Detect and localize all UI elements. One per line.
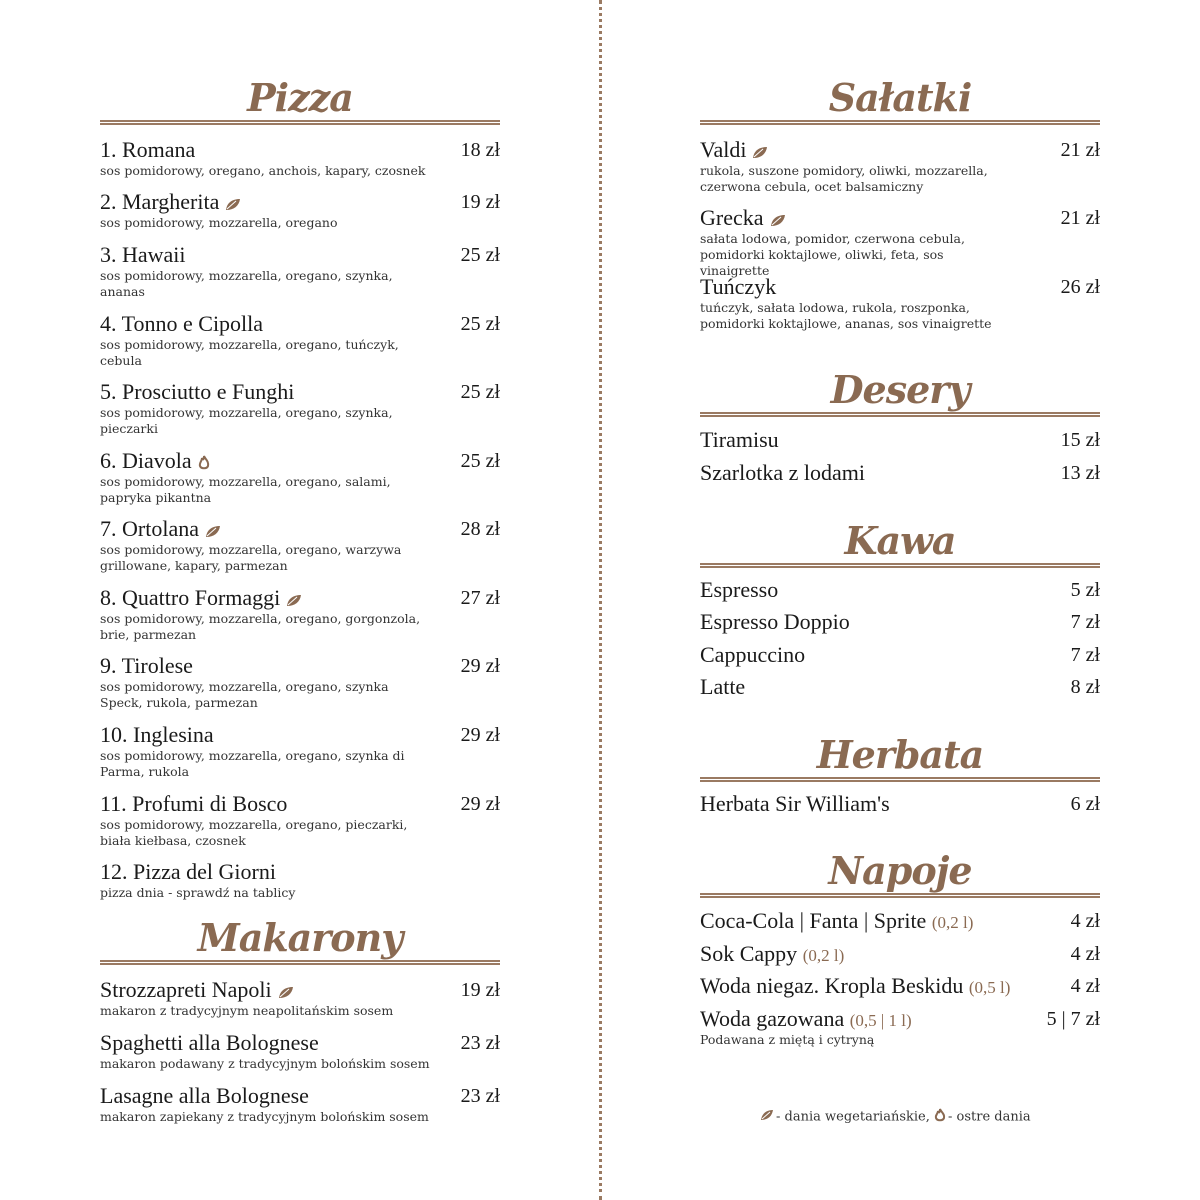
menu-item (700, 610, 1100, 634)
menu-item-name-text: 5. Prosciutto e Funghi (100, 379, 295, 404)
menu-item-price: 27 zł (460, 587, 500, 609)
column-divider (599, 0, 602, 1200)
menu-item-name (700, 428, 779, 452)
menu-item-name-text: 3. Hawaii (100, 242, 186, 267)
section-herbata (700, 732, 1100, 782)
menu-item-name-text: Spaghetti alla Bolognese (100, 1030, 319, 1055)
menu-item (700, 792, 1100, 816)
menu-item-price: 15 zł (1060, 429, 1100, 451)
menu-item-name-text: Tiramisu (700, 427, 779, 452)
menu-item-price: 4 zł (1070, 975, 1100, 997)
leaf-icon (278, 980, 294, 1004)
menu-item-description: sos pomidorowy, mozzarella, oregano, szynka di Parma, rukola (100, 748, 405, 779)
menu-item-price: 6 zł (1070, 793, 1100, 815)
menu-item-description: sos pomidorowy, mozzarella, oregano, tuńczyk, cebula (100, 337, 399, 368)
menu-item (100, 190, 500, 231)
menu-item-description: sos pomidorowy, oregano, anchois, kapary, czosnek (100, 163, 426, 178)
menu-item-name (100, 978, 294, 1004)
menu-item-name-text: Strozzapreti Napoli (100, 977, 272, 1002)
menu-item (100, 586, 500, 643)
menu-item-name (100, 517, 221, 543)
menu-item-row (700, 428, 1100, 452)
menu-item-price: 29 zł (460, 793, 500, 815)
menu-item-price: 8 zł (1070, 676, 1100, 698)
section-rule (700, 120, 1100, 125)
menu-item-row (100, 586, 500, 610)
menu-item-name-text: 10. Inglesina (100, 722, 214, 747)
menu-item-price: 21 zł (1060, 207, 1100, 229)
menu-item (100, 1031, 500, 1072)
leaf-icon (752, 140, 768, 164)
menu-item-name (100, 190, 241, 216)
section-rule (700, 412, 1100, 417)
menu-item-name (100, 449, 210, 475)
menu-item-unit: (0,2 l) (931, 913, 974, 932)
menu-item-name (700, 909, 973, 935)
menu-item-name (100, 792, 287, 816)
section-kawa (700, 518, 1100, 568)
menu-item-name (100, 1031, 319, 1055)
menu-item-row (100, 792, 500, 816)
menu-item-name (700, 1007, 912, 1033)
menu-item (700, 578, 1100, 602)
menu-item-name (700, 942, 844, 968)
menu-item-description: sos pomidorowy, mozzarella, oregano, pieczarki, biała kiełbasa, czosnek (100, 817, 408, 848)
menu-item-row (100, 1031, 500, 1055)
menu-item-description: pizza dnia - sprawdź na tablicy (100, 885, 296, 900)
menu-item (100, 1084, 500, 1125)
menu-item-row (100, 380, 500, 404)
menu-item-name-text: Latte (700, 674, 746, 699)
legend-vege-text: - dania wegetariańskie, (776, 1109, 930, 1125)
menu-item-row (700, 610, 1100, 634)
menu-item-row (700, 792, 1100, 816)
menu-item-price: 25 zł (460, 313, 500, 335)
menu-item-row (100, 517, 500, 541)
menu-item-name (700, 138, 768, 164)
menu-item-row (700, 974, 1100, 998)
menu-item (700, 275, 1100, 332)
menu-item-name-text: Espresso Doppio (700, 609, 850, 634)
menu-item-name (100, 860, 276, 884)
menu-item-description: sos pomidorowy, mozzarella, oregano (100, 215, 338, 230)
section-title: Desery (830, 367, 970, 412)
menu-item-price: 7 zł (1070, 644, 1100, 666)
menu-item-description: makaron podawany z tradycyjnym bolońskim sosem (100, 1056, 430, 1071)
menu-item-unit: (0,5 | 1 l) (849, 1011, 912, 1030)
menu-item-row (700, 675, 1100, 699)
menu-item-price: 19 zł (460, 979, 500, 1001)
menu-item-price: 25 zł (460, 450, 500, 472)
menu-item-name-text: 12. Pizza del Giorni (100, 859, 276, 884)
menu-item-name-text: 6. Diavola (100, 448, 192, 473)
menu-item-price: 21 zł (1060, 139, 1100, 161)
menu-item-row (700, 138, 1100, 162)
menu-item-description: tuńczyk, sałata lodowa, rukola, roszponka, pomidorki koktajlowe, ananas, sos vinaigrette (700, 300, 992, 331)
section-title: Herbata (816, 732, 984, 777)
menu-item-name-text: Woda gazowana (700, 1006, 845, 1031)
menu-item-name (100, 380, 294, 404)
menu-item-row (100, 1084, 500, 1108)
menu-item-row (700, 275, 1100, 299)
menu-item-price: 4 zł (1070, 910, 1100, 932)
legend-spicy-text: - ostre dania (948, 1109, 1031, 1125)
section-rule (700, 563, 1100, 568)
menu-item-row (100, 190, 500, 214)
menu-item-name-text: Tuńczyk (700, 274, 777, 299)
menu-item-name (100, 1084, 309, 1108)
menu-item-name (700, 974, 1010, 1000)
menu-item (100, 792, 500, 849)
menu-item-row (100, 723, 500, 747)
menu-item-name-text: 4. Tonno e Cipolla (100, 311, 264, 336)
menu-item-price: 25 zł (460, 244, 500, 266)
menu-item-name (100, 654, 193, 678)
menu-item-description: rukola, suszone pomidory, oliwki, mozzarella, czerwona cebula, ocet balsamiczny (700, 163, 988, 194)
menu-item-price: 4 zł (1070, 943, 1100, 965)
menu-item-description: makaron zapiekany z tradycyjnym bolońskim sosem (100, 1109, 429, 1124)
menu-item-price: 5 zł (1070, 579, 1100, 601)
menu-item-price: 18 zł (460, 139, 500, 161)
leaf-icon (205, 519, 221, 543)
menu-item-price: 23 zł (460, 1085, 500, 1107)
menu-item-description: sos pomidorowy, mozzarella, oregano, szynka Speck, rukola, parmezan (100, 679, 389, 710)
leaf-icon (225, 192, 241, 216)
legend-footnote (760, 1108, 1031, 1126)
menu-item (700, 461, 1100, 485)
menu-item-price: 5 | 7 zł (1046, 1008, 1100, 1030)
menu-item-price: 25 zł (460, 381, 500, 403)
leaf-icon (286, 588, 302, 612)
section-rule (700, 893, 1100, 898)
menu-item (700, 942, 1100, 966)
menu-item-name-text: Szarlotka z lodami (700, 460, 865, 485)
menu-item-price: 19 zł (460, 191, 500, 213)
menu-item-row (700, 461, 1100, 485)
menu-item (100, 860, 500, 901)
menu-item (100, 978, 500, 1019)
section-title: Makarony (197, 915, 403, 960)
menu-item (100, 243, 500, 300)
menu-item-row (100, 449, 500, 473)
menu-item (100, 138, 500, 179)
menu-item-name (100, 586, 302, 612)
menu-item-name-text: 7. Ortolana (100, 516, 199, 541)
menu-item-description: sos pomidorowy, mozzarella, oregano, szynka, ananas (100, 268, 393, 299)
section-makarony (100, 915, 500, 965)
menu-item-name-text: Herbata Sir William's (700, 791, 890, 816)
section-rule (100, 960, 500, 965)
section-desery (700, 367, 1100, 417)
menu-item-name (700, 610, 850, 634)
menu-item-name-text: Coca-Cola | Fanta | Sprite (700, 908, 927, 933)
menu-item (700, 643, 1100, 667)
menu-item-row (700, 909, 1100, 933)
menu-item-unit: (0,2 l) (802, 946, 845, 965)
menu-item (700, 428, 1100, 452)
flame-icon (198, 451, 210, 475)
menu-item (700, 1007, 1100, 1048)
menu-item-name (700, 792, 890, 816)
menu-item-name (700, 643, 805, 667)
menu-item-unit: (0,5 l) (968, 978, 1011, 997)
menu-item-name (700, 461, 865, 485)
menu-item-name-text: Espresso (700, 577, 779, 602)
menu-item-name (100, 138, 195, 162)
menu-item (700, 675, 1100, 699)
menu-item-name-text: Valdi (700, 137, 747, 162)
menu-item-row (100, 138, 500, 162)
section-title: Sałatki (828, 75, 972, 120)
section-title: Napoje (828, 848, 972, 893)
leaf-icon (770, 208, 786, 232)
menu-item-name-text: 2. Margherita (100, 189, 220, 214)
menu-item (700, 909, 1100, 933)
menu-item-price: 26 zł (1060, 276, 1100, 298)
menu-item-name-text: 11. Profumi di Bosco (100, 791, 288, 816)
section-salatki (700, 75, 1100, 125)
menu-item-description: sos pomidorowy, mozzarella, oregano, szynka, pieczarki (100, 405, 393, 436)
menu-item-name (700, 206, 786, 232)
section-rule (700, 777, 1100, 782)
menu-item-description: sos pomidorowy, mozzarella, oregano, gorgonzola, brie, parmezan (100, 611, 421, 642)
menu-item-description: makaron z tradycyjnym neapolitańskim sosem (100, 1003, 394, 1018)
menu-item-row (700, 206, 1100, 230)
menu-item-name-text: Grecka (700, 205, 764, 230)
section-napoje (700, 848, 1100, 898)
menu-item (100, 449, 500, 506)
leaf-icon (760, 1109, 774, 1125)
menu-item-row (700, 643, 1100, 667)
section-title: Pizza (247, 75, 353, 120)
menu-item-name (100, 312, 263, 336)
menu-item-name-text: Sok Cappy (700, 941, 798, 966)
menu-item (100, 517, 500, 574)
menu-item-name (700, 275, 776, 299)
menu-item-name-text: 8. Quattro Formaggi (100, 585, 281, 610)
menu-item-price: 29 zł (460, 724, 500, 746)
menu-item-name-text: Woda niegaz. Kropla Beskidu (700, 973, 964, 998)
menu-item-row (700, 578, 1100, 602)
menu-item-row (100, 860, 500, 884)
menu-item-row (100, 978, 500, 1002)
menu-item (700, 138, 1100, 195)
menu-item-row (100, 243, 500, 267)
menu-item (100, 654, 500, 711)
menu-item-description: sos pomidorowy, mozzarella, oregano, salami, papryka pikantna (100, 474, 391, 505)
flame-icon (934, 1108, 946, 1126)
menu-item (700, 974, 1100, 998)
menu-item (100, 723, 500, 780)
menu-item-name (100, 243, 186, 267)
menu-item-price: 29 zł (460, 655, 500, 677)
menu-item-price: 7 zł (1070, 611, 1100, 633)
menu-item-description: sos pomidorowy, mozzarella, oregano, warzywa grillowane, kapary, parmezan (100, 542, 402, 573)
menu-item-row (700, 942, 1100, 966)
menu-item (100, 380, 500, 437)
menu-item-name-text: 9. Tirolese (100, 653, 193, 678)
section-pizza (100, 75, 500, 125)
menu-item (100, 312, 500, 369)
menu-item-price: 23 zł (460, 1032, 500, 1054)
menu-item-name (100, 723, 214, 747)
menu-item-name-text: Lasagne alla Bolognese (100, 1083, 309, 1108)
menu-item-name (700, 675, 745, 699)
menu-item-name-text: Cappuccino (700, 642, 806, 667)
menu-item-description: Podawana z miętą i cytryną (700, 1032, 875, 1047)
menu-item-description: sałata lodowa, pomidor, czerwona cebula, pomidorki koktajlowe, oliwki, feta, sos vinaigrette (700, 231, 965, 278)
menu-item-price: 13 zł (1060, 462, 1100, 484)
section-title: Kawa (844, 518, 956, 563)
menu-item (700, 206, 1100, 279)
menu-item-row (100, 312, 500, 336)
menu-item-name-text: 1. Romana (100, 137, 196, 162)
menu-item-name (700, 578, 778, 602)
menu-item-row (700, 1007, 1100, 1031)
menu-item-price: 28 zł (460, 518, 500, 540)
menu-item-row (100, 654, 500, 678)
section-rule (100, 120, 500, 125)
